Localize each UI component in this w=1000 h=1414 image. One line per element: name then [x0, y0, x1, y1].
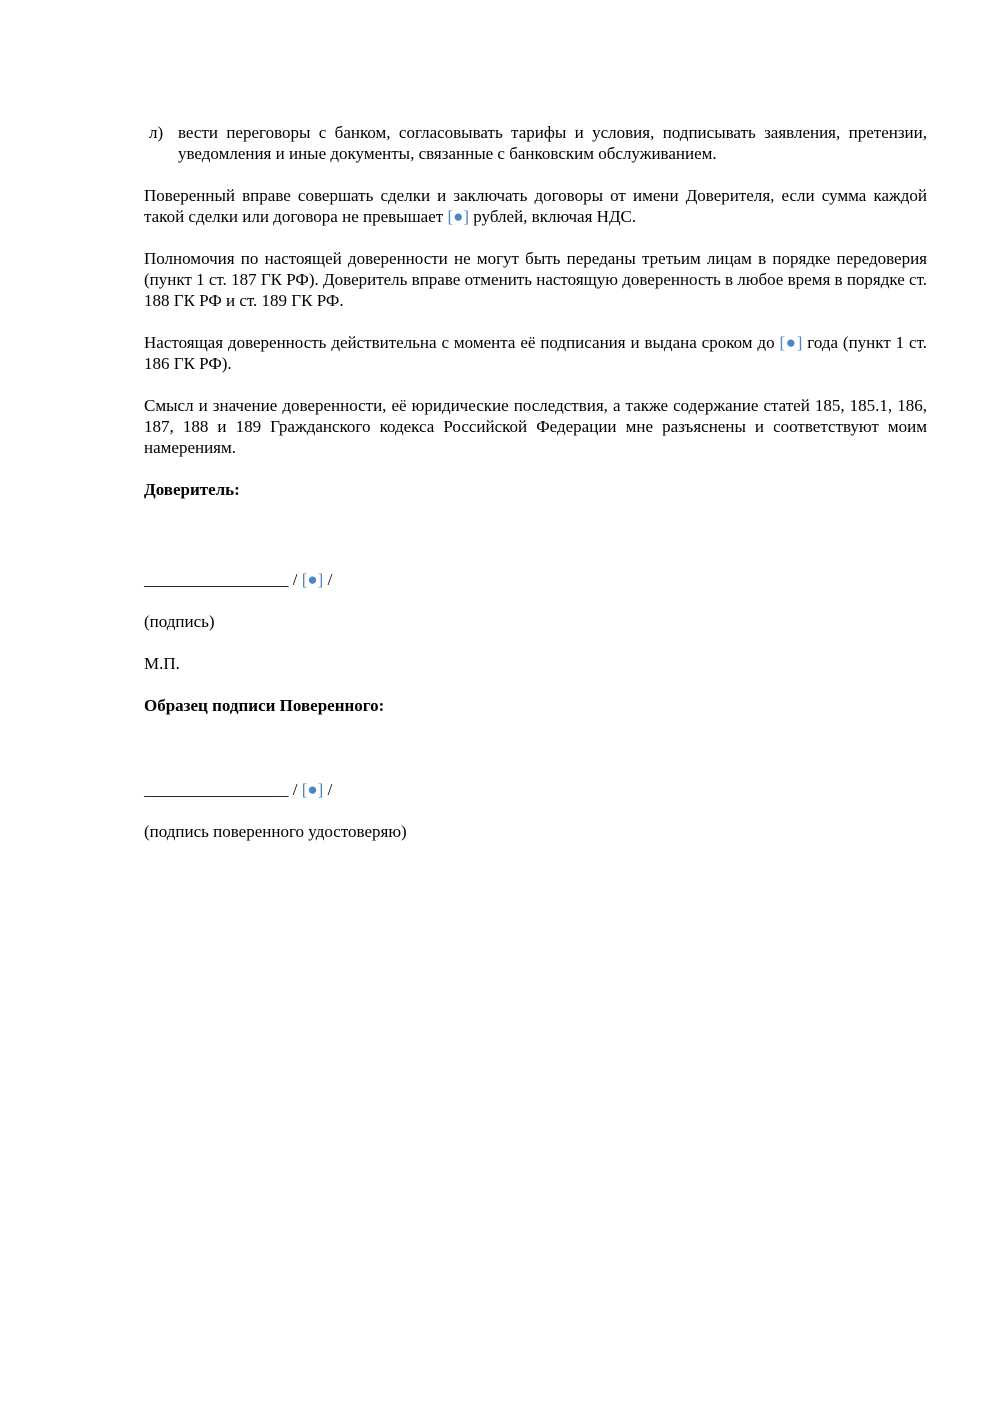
- signature-underline: _________________: [144, 570, 289, 589]
- list-item-text: вести переговоры с банком, согласовывать тарифы и условия, подписывать заявления, претензии, уведомления и иные документы, связанные с банковским обслуживанием.: [178, 123, 927, 163]
- list-marker: л): [149, 123, 164, 142]
- date-placeholder: [●]: [779, 333, 803, 352]
- document-page: [144, 122, 927, 842]
- paragraph-meaning: Смысл и значение доверенности, её юридические последствия, а также содержание статей 185, 185.1, 186, 187, 188 и 189 Гражданского кодекса Российской Федерации мне разъяснены и соответствуют моим намерениям.: [144, 396, 927, 457]
- attorney-signature-caption: (подпись поверенного удостоверяю): [144, 822, 407, 841]
- principal-name-placeholder: [●]: [301, 570, 324, 589]
- paragraph-text: Поверенный вправе совершать сделки и заключать договоры от имени Доверителя, если сумма каждой такой сделки или договора не превышает: [144, 186, 927, 226]
- principal-signature-line: [144, 569, 927, 590]
- paragraph-text: года (пункт 1 ст. 186 ГК РФ).: [144, 333, 927, 373]
- signature-separator: /: [288, 570, 302, 589]
- list-item-l: [149, 122, 927, 164]
- signature-underline: _________________: [144, 780, 289, 799]
- paragraph-delegation: Полномочия по настоящей доверенности не могут быть переданы третьим лицам в порядке передоверия (пункт 1 ст. 187 ГК РФ). Доверитель вправе отменить настоящую доверенность в любое время в порядке ст. 188 ГК РФ и ст. 189 ГК РФ.: [144, 249, 927, 310]
- attorney-name-placeholder: [●]: [301, 780, 324, 799]
- paragraph-validity: [144, 332, 927, 374]
- attorney-signature-line: [144, 779, 927, 800]
- attorney-heading: Образец подписи Поверенного:: [144, 696, 385, 715]
- stamp-label: М.П.: [144, 654, 180, 673]
- principal-signature-caption: (подпись): [144, 612, 215, 631]
- signature-separator: /: [323, 780, 333, 799]
- signature-separator: /: [288, 780, 302, 799]
- paragraph-transactions-limit: [144, 185, 927, 227]
- amount-placeholder: [●]: [447, 207, 470, 226]
- paragraph-text: рублей, включая НДС.: [469, 207, 637, 226]
- principal-heading: Доверитель:: [144, 480, 240, 499]
- paragraph-text: Настоящая доверенность действительна с момента её подписания и выдана сроком до: [144, 333, 780, 352]
- signature-separator: /: [323, 570, 333, 589]
